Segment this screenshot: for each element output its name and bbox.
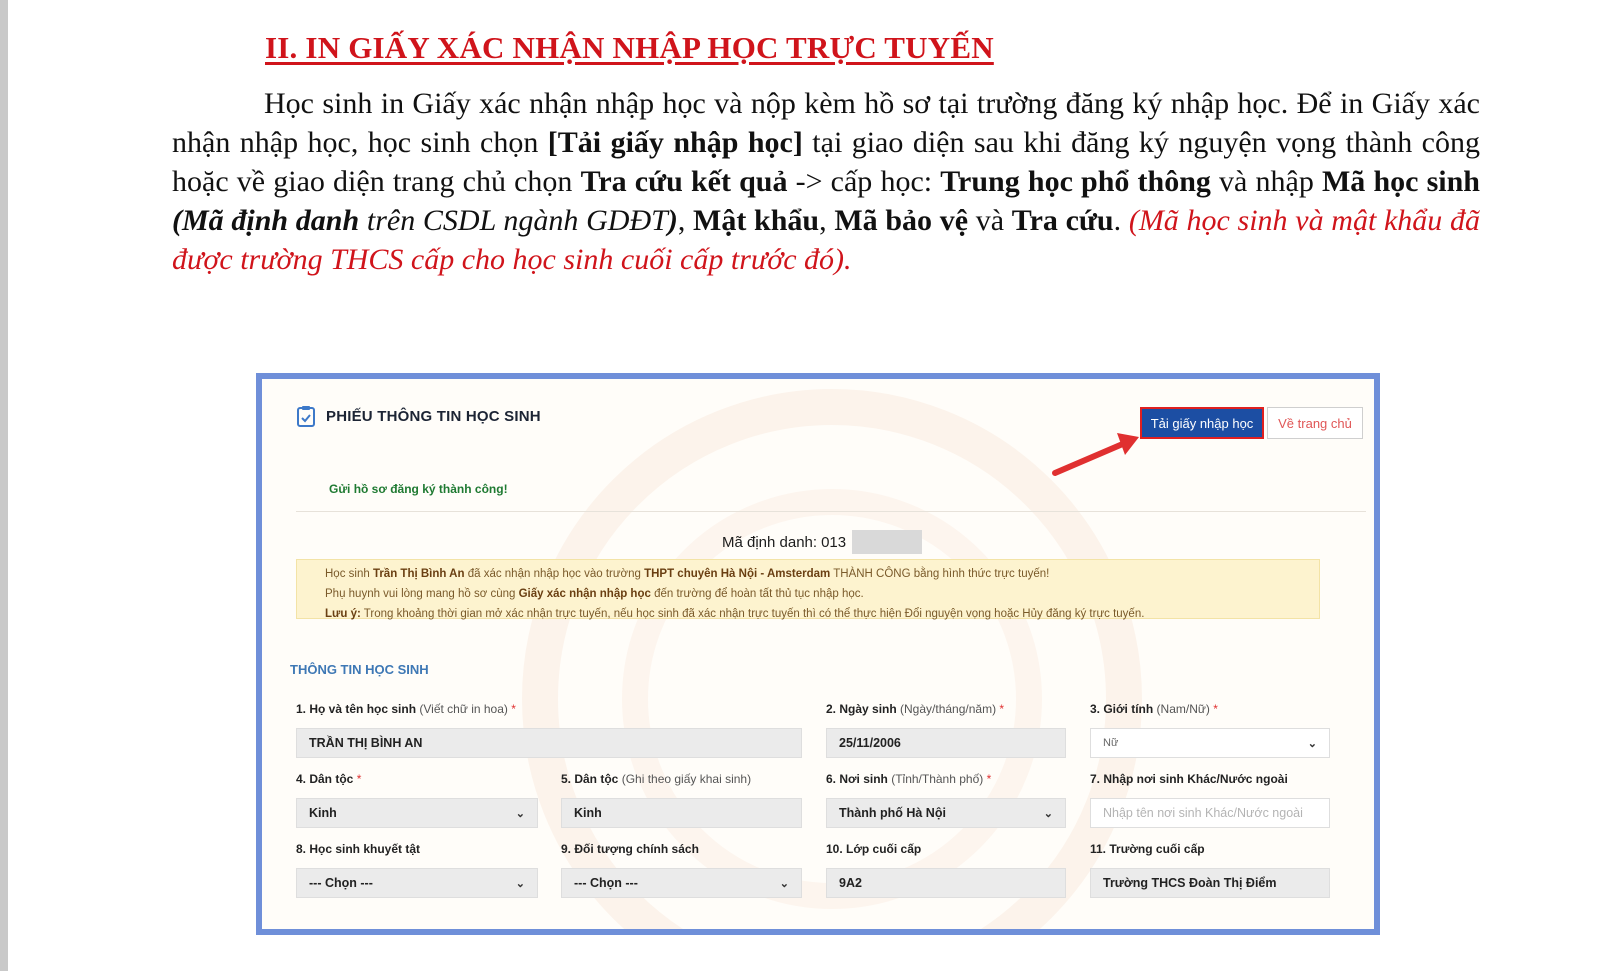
chevron-down-icon: ⌄ (1307, 737, 1317, 750)
ethnicity-select[interactable] (296, 798, 538, 828)
student-id-line (722, 530, 922, 554)
final-school-label: 11. Trường cuối cấp (1090, 842, 1205, 856)
bold-italic-run: (Mã định danh (172, 204, 360, 237)
red-arrow-icon (1047, 429, 1157, 479)
text-run: , (819, 204, 835, 237)
disability-value: --- Chọn --- (309, 876, 373, 890)
dob-label: 2. Ngày sinh (Ngày/tháng/năm) * (826, 702, 1005, 716)
other-birthplace-label: 7. Nhập nơi sinh Khác/Nước ngoài (1090, 772, 1288, 786)
divider (296, 511, 1366, 512)
home-button[interactable]: Về trang chủ (1267, 407, 1363, 439)
gender-label: 3. Giới tính (Nam/Nữ) * (1090, 702, 1218, 716)
ethnicity-birth-cert-label: 5. Dân tộc (Ghi theo giấy khai sinh) (561, 772, 752, 786)
chevron-down-icon: ⌄ (515, 807, 525, 820)
policy-select[interactable] (561, 868, 802, 898)
bold-italic-run: ) (667, 204, 678, 237)
final-class-label: 10. Lớp cuối cấp (826, 842, 922, 856)
chevron-down-icon: ⌄ (779, 877, 789, 890)
text-run: Phụ huynh vui lòng mang hồ sơ cùng (325, 588, 519, 600)
bold-run: THPT chuyên Hà Nội - Amsterdam (644, 568, 831, 580)
card-header (296, 405, 541, 427)
red-note: (Mã học sinh và mật khẩu đã được trường THCS cấp cho học sinh cuối cấp trước đó). (172, 204, 1481, 276)
policy-label: 9. Đối tượng chính sách (561, 842, 699, 856)
instruction-paragraph (172, 84, 1480, 279)
final-class-field[interactable]: 9A2 (826, 868, 1066, 898)
card-title: PHIẾU THÔNG TIN HỌC SINH (326, 407, 541, 425)
text-run: . (1113, 204, 1129, 237)
bold-run: Mã học sinh (1321, 165, 1480, 198)
bold-run: Trần Thị Bình An (372, 568, 465, 580)
bold-run: [Tải giấy nhập học] (547, 126, 803, 159)
redaction-block (852, 530, 922, 554)
policy-value: --- Chọn --- (574, 876, 638, 890)
section-title: THÔNG TIN HỌC SINH (290, 662, 429, 677)
embedded-screenshot (256, 373, 1380, 935)
birthplace-select[interactable] (826, 798, 1066, 828)
final-school-field[interactable]: Trường THCS Đoàn Thị Điểm (1090, 868, 1330, 898)
bold-run: Lưu ý: (325, 608, 361, 620)
page-edge (0, 0, 8, 971)
notice-line (325, 604, 1291, 624)
text-run: Học sinh in Giấy xác nhận nhập học và nộp kèm hồ sơ tại trường đăng ký nhập học. Để in Giấy xác nhận nhập học, học sinh chọn (172, 87, 1480, 159)
gender-select[interactable] (1090, 728, 1330, 758)
gender-value: Nữ (1103, 737, 1119, 749)
bold-run: Tra cứu (1011, 204, 1114, 237)
student-id-value: 013 (821, 533, 847, 551)
other-birthplace-input[interactable]: Nhập tên nơi sinh Khác/Nước ngoài (1090, 798, 1330, 828)
bold-run: Mã bảo vệ (834, 204, 969, 237)
chevron-down-icon: ⌄ (1043, 807, 1053, 820)
notice-box (296, 559, 1320, 619)
text-run: và (968, 204, 1012, 237)
section-heading: II. IN GIẤY XÁC NHẬN NHẬP HỌC TRỰC TUYẾN (265, 30, 994, 65)
bold-run: Mật khẩu (693, 204, 820, 237)
ethnicity-birth-cert-field[interactable]: Kinh (561, 798, 802, 828)
bold-run: Giấy xác nhận nhập học (518, 588, 651, 600)
text-run: THÀNH CÔNG bằng hình thức trực tuyến! (830, 568, 1050, 580)
name-field[interactable]: TRẦN THỊ BÌNH AN (296, 728, 802, 758)
text-run: Học sinh (325, 568, 373, 580)
bold-run: Trung học phổ thông (940, 165, 1211, 198)
disability-label: 8. Học sinh khuyết tật (296, 842, 421, 856)
notice-line (325, 564, 1291, 584)
text-run: đến trường để hoàn tất thủ tục nhập học. (650, 588, 864, 600)
download-admission-button[interactable]: Tải giấy nhập học (1140, 407, 1264, 439)
italic-run: trên CSDL ngành GDĐT (359, 204, 668, 237)
notice-line (325, 584, 1291, 604)
disability-select[interactable] (296, 868, 538, 898)
text-run: tại giao diện sau khi đăng ký nguyện vọng thành công hoặc về giao diện trang chủ chọn (172, 126, 1480, 198)
clipboard-icon (296, 405, 316, 427)
text-run: và nhập (1210, 165, 1322, 198)
text-run: , (677, 204, 694, 237)
dob-field[interactable]: 25/11/2006 (826, 728, 1066, 758)
text-run: đã xác nhận nhập học vào trường (464, 568, 645, 580)
bold-run: Tra cứu kết quả (580, 165, 788, 198)
birthplace-label: 6. Nơi sinh (Tỉnh/Thành phố) * (826, 772, 992, 786)
name-label: 1. Họ và tên học sinh (Viết chữ in hoa) * (296, 702, 516, 716)
success-message: Gửi hồ sơ đăng ký thành công! (329, 482, 508, 496)
student-id-label: Mã định danh: (722, 533, 818, 551)
chevron-down-icon: ⌄ (515, 877, 525, 890)
text-run: Trong khoảng thời gian mở xác nhận trực tuyến, nếu học sinh đã xác nhận trực tuyến thì có thể thực hiện Đổi nguyện vọng hoặc Hủy đăng ký trực tuyến. (360, 608, 1145, 620)
ethnicity-label: 4. Dân tộc * (296, 772, 362, 786)
birthplace-value: Thành phố Hà Nội (839, 806, 946, 820)
ethnicity-value: Kinh (309, 806, 337, 820)
text-run: -> cấp học: (787, 165, 941, 198)
